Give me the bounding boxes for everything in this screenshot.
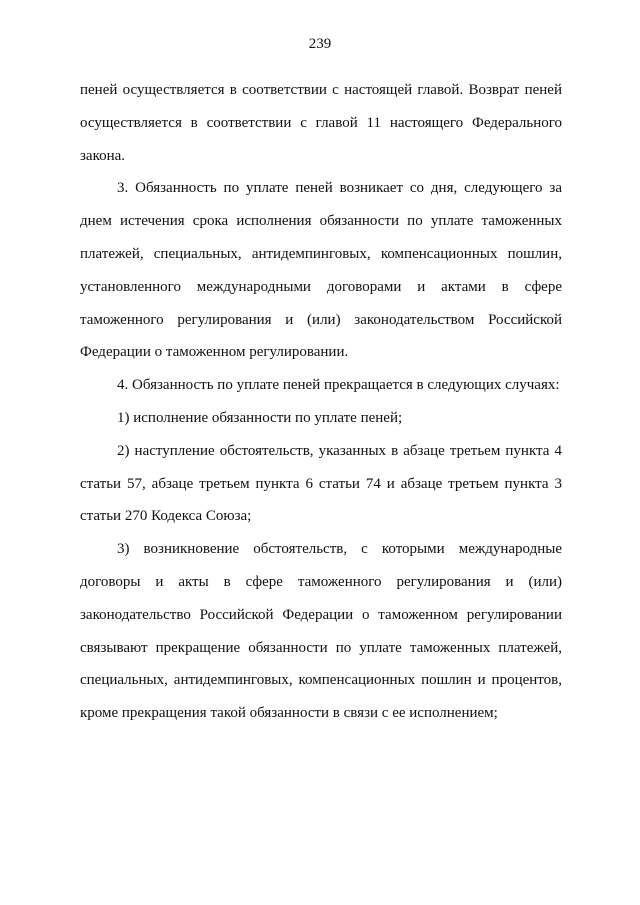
text-line: платежей, специальных, антидемпинговых, компенсационных пошлин, <box>80 245 562 262</box>
paragraph-item-4-3 <box>80 533 562 730</box>
text-line: 3) возникновение обстоятельств, с которыми международные <box>117 541 562 558</box>
text-line: 1) исполнение обязанности по уплате пеней; <box>117 409 403 426</box>
text-line: статьи 270 Кодекса Союза; <box>80 508 252 525</box>
paragraph-continuation <box>80 74 562 172</box>
text-line: закона. <box>80 147 126 164</box>
text-line: днем истечения срока исполнения обязанности по уплате таможенных <box>80 213 562 230</box>
text-line: связывают прекращение обязанности по уплате таможенных платежей, <box>80 639 562 656</box>
paragraph-item-3 <box>80 172 562 369</box>
text-line: 2) наступление обстоятельств, указанных в абзаце третьем пункта 4 <box>117 442 562 459</box>
text-line: установленного международными договорами и актами в сфере <box>80 278 562 295</box>
document-body <box>80 74 562 730</box>
text-line: специальных, антидемпинговых, компенсационных пошлин и процентов, <box>80 672 562 689</box>
text-line: законодательство Российской Федерации о таможенном регулировании <box>80 606 562 623</box>
text-line: пеней осуществляется в соответствии с настоящей главой. Возврат пеней <box>80 82 562 98</box>
text-line: статьи 57, абзаце третьем пункта 6 статьи 74 и абзаце третьем пункта 3 <box>80 475 562 492</box>
text-line: 4. Обязанность по уплате пеней прекращается в следующих случаях: <box>117 377 560 394</box>
paragraph-item-4-1 <box>80 402 562 435</box>
paragraph-item-4-2 <box>80 435 562 533</box>
text-line: 3. Обязанность по уплате пеней возникает со дня, следующего за <box>117 180 562 197</box>
text-line: осуществляется в соответствии с главой 11 настоящего Федерального <box>80 114 562 131</box>
page-number: 239 <box>308 36 332 52</box>
paragraph-item-4 <box>80 369 562 402</box>
text-line: кроме прекращения такой обязанности в связи с ее исполнением; <box>80 705 498 722</box>
text-line: договоры и акты в сфере таможенного регулирования и (или) <box>80 573 562 590</box>
text-line: таможенного регулирования и (или) законодательством Российской <box>80 311 562 328</box>
text-line: Федерации о таможенном регулировании. <box>80 344 349 361</box>
